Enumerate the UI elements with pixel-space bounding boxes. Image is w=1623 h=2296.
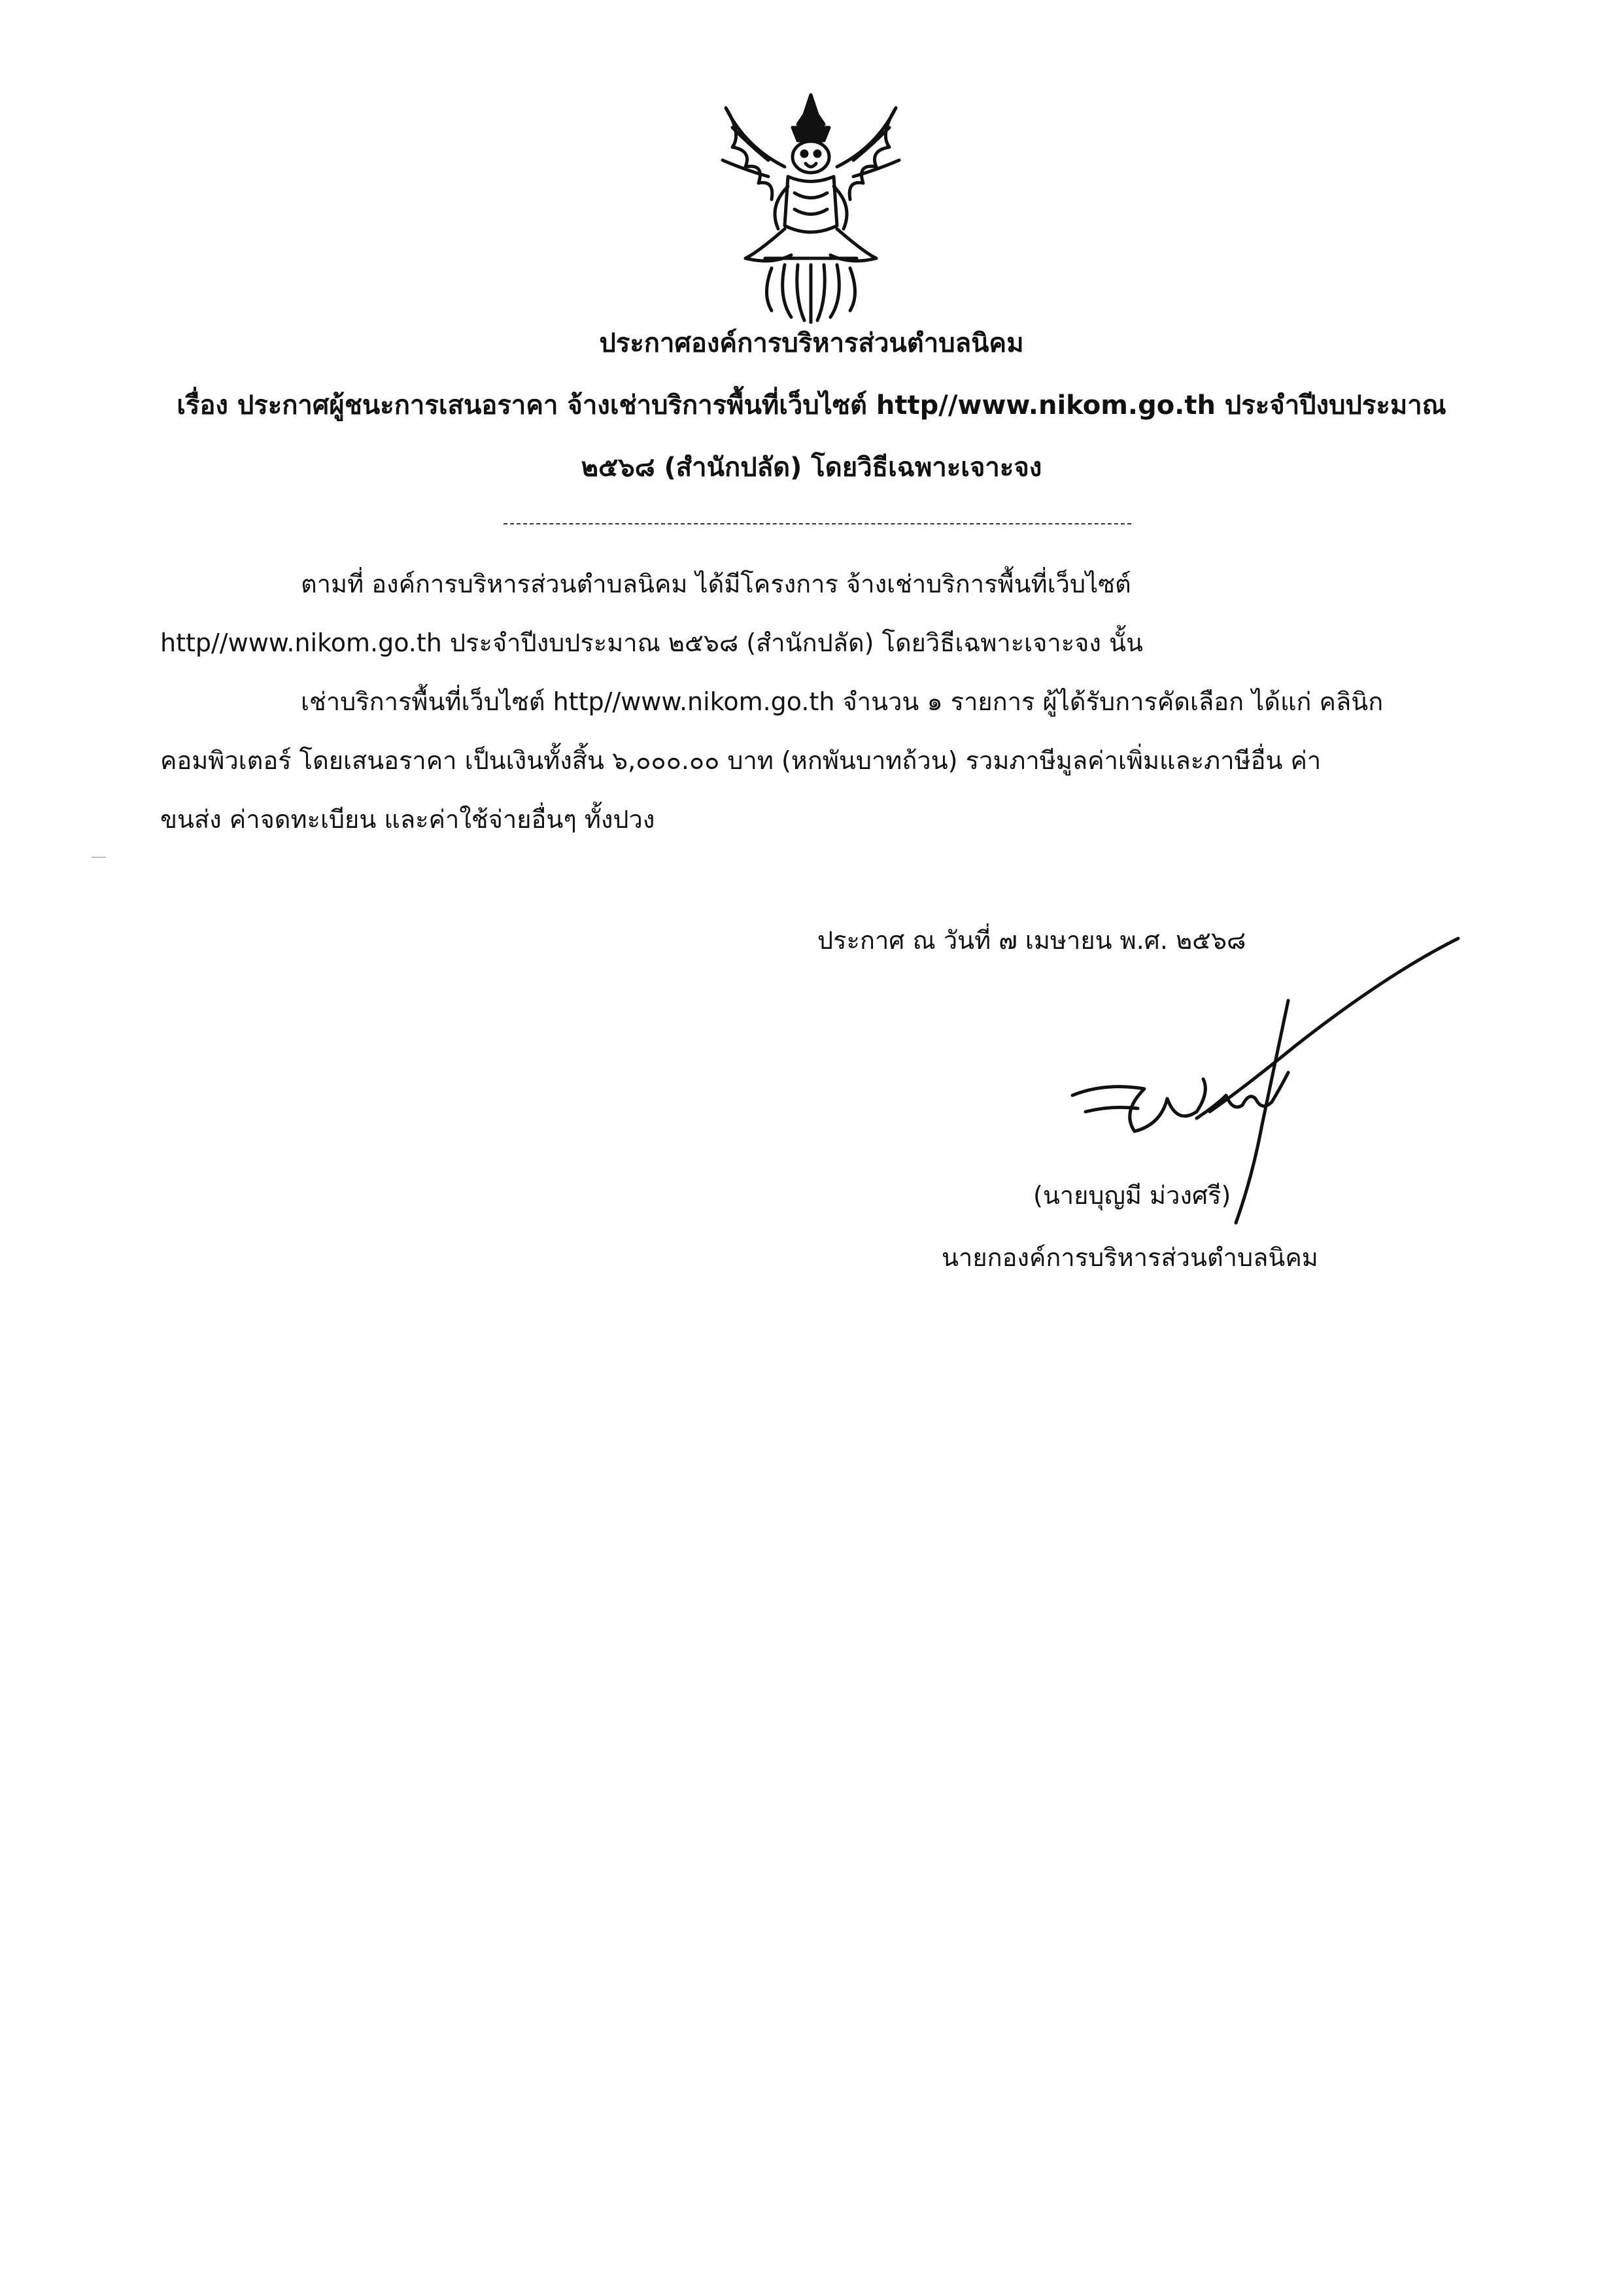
announcement-date: ประกาศ ณ วันที่ ๗ เมษายน พ.ศ. ๒๕๖๘ (817, 926, 1246, 955)
signer-name: (นายบุญมี ม่วงศรี) (1033, 1181, 1231, 1210)
page-title: ประกาศองค์การบริหารส่วนตำบลนิคม (599, 328, 1024, 358)
body-paragraph-line: คอมพิวเตอร์ โดยเสนอราคา เป็นเงินทั้งสิ้น ๖,๐๐๐.๐๐ บาท (หกพันบาทถ้วน) รวมภาษีมูลค่าเพิ่มและภาษีอื่น ค่า (160, 746, 1322, 775)
scan-margin-mark (92, 857, 106, 858)
body-paragraph-line: ตามที่ องค์การบริหารส่วนตำบลนิคม ได้มีโครงการ จ้างเช่าบริการพื้นที่เว็บไซต์ (301, 570, 1131, 598)
body-paragraph-line: http//www.nikom.go.th ประจำปีงบประมาณ ๒๕๖๘ (สำนักปลัด) โดยวิธีเฉพาะเจาะจง นั้น (160, 628, 1143, 657)
subject-line-2: ๒๕๖๘ (สำนักปลัด) โดยวิธีเฉพาะเจาะจง (581, 453, 1042, 483)
body-paragraph-line: เช่าบริการพื้นที่เว็บไซต์ http//www.nikom.go.th จำนวน ๑ รายการ ผู้ได้รับการคัดเลือก ได้แก่ คลินิก (301, 687, 1384, 716)
signer-title: นายกองค์การบริหารส่วนตำบลนิคม (942, 1243, 1318, 1272)
title-divider (504, 523, 1131, 524)
subject-line-1: เรื่อง ประกาศผู้ชนะการเสนอราคา จ้างเช่าบริการพื้นที่เว็บไซต์ http//www.nikom.go.th ประจำปีงบประมาณ (177, 390, 1446, 420)
garuda-emblem-icon (706, 88, 915, 324)
body-paragraph-line: ขนส่ง ค่าจดทะเบียน และค่าใช้จ่ายอื่นๆ ทั้งปวง (160, 805, 655, 834)
